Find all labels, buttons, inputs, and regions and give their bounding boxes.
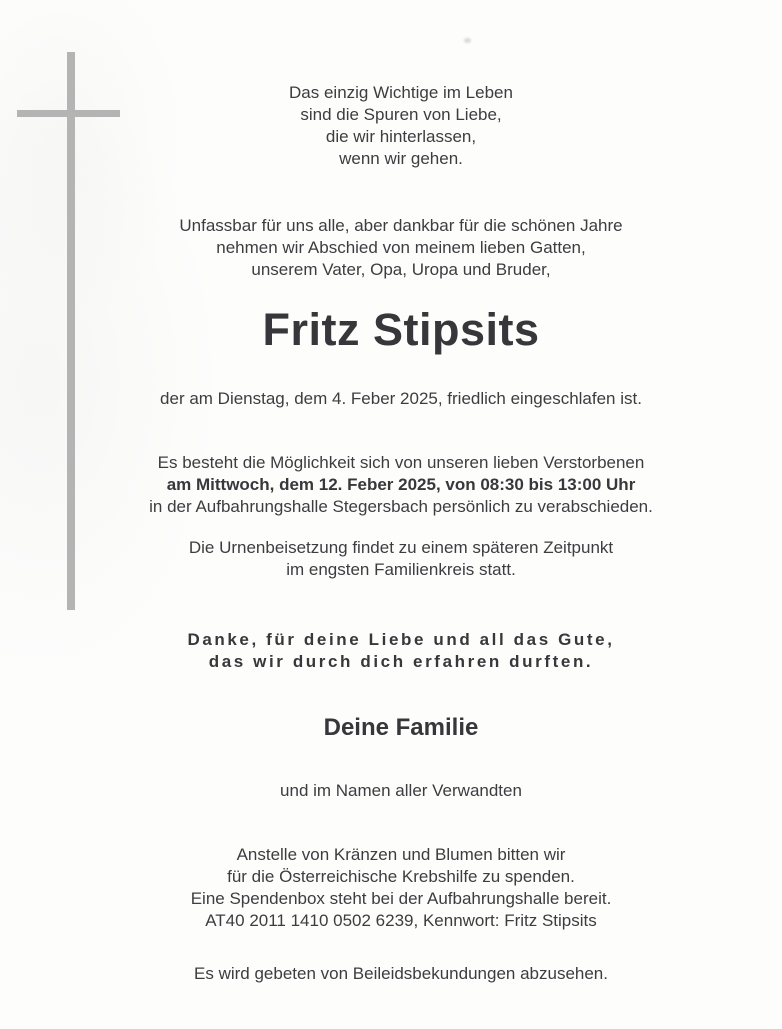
viewing-datetime: am Mittwoch, dem 12. Feber 2025, von 08:30 bis 13:00 Uhr [166,475,636,494]
donation-line: Eine Spendenbox steht bei der Aufbahrungshalle bereit. [190,889,612,908]
donation-line: für die Österreichische Krebshilfe zu spenden. [227,867,575,886]
burial-info [20,537,782,581]
intro-line: nehmen wir Abschied von meinem lieben Gatten, [216,238,586,257]
intro-line: Unfassbar für uns alle, aber dankbar für die schönen Jahre [179,216,623,235]
verse-line: sind die Spuren von Liebe, [300,105,502,124]
condolence-request: Es wird gebeten von Beileidsbekundungen abzusehen. [194,964,608,983]
intro-line: unserem Vater, Opa, Uropa und Bruder, [251,260,551,279]
verse-line: die wir hinterlassen, [325,127,477,146]
thanks-line: Danke, für deine Liebe und all das Gute, [187,630,615,649]
verse-line: Das einzig Wichtige im Leben [289,83,513,102]
verse-line: wenn wir gehen. [339,149,463,168]
memorial-verse [20,82,782,170]
obituary-content [20,0,782,985]
family-signature: Deine Familie [323,714,479,741]
viewing-info [20,452,782,518]
thanks-message [20,629,782,673]
burial-line: Die Urnenbeisetzung findet zu einem späteren Zeitpunkt [188,538,614,557]
thanks-line: das wir durch dich erfahren durften. [208,652,594,671]
donation-iban-line: AT40 2011 1410 0502 6239, Kennwort: Fritz Stipsits [205,911,597,930]
donation-line: Anstelle von Kränzen und Blumen bitten wir [236,845,566,864]
deceased-name: Fritz Stipsits [262,304,540,355]
burial-line: im engsten Familienkreis statt. [286,560,516,579]
donation-info [20,844,782,932]
death-date-line: der am Dienstag, dem 4. Feber 2025, friedlich eingeschlafen ist. [160,389,642,408]
relatives-note: und im Namen aller Verwandten [280,781,522,800]
viewing-line: Es besteht die Möglichkeit sich von unseren lieben Verstorbenen [157,453,645,472]
intro-text [20,215,782,281]
viewing-line: in der Aufbahrungshalle Stegersbach persönlich zu verabschieden. [149,497,653,516]
